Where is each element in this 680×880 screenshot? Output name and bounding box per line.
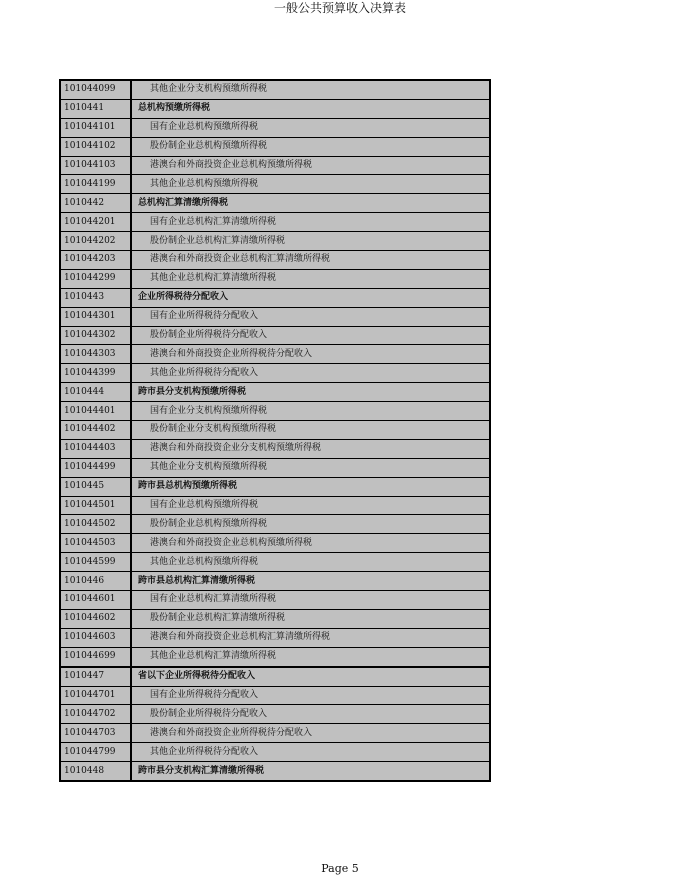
subject-code-cell: 101044299	[60, 269, 131, 288]
subject-code-cell: 101044199	[60, 175, 131, 194]
subject-code-cell: 101044399	[60, 364, 131, 383]
subject-code-cell: 101044601	[60, 591, 131, 610]
page-title: 一般公共预算收入决算表	[273, 1, 406, 15]
subject-code-cell: 101044103	[60, 156, 131, 175]
table-row	[60, 477, 490, 496]
subject-name-cell: 其他企业所得税待分配收入	[131, 364, 490, 383]
table-row	[60, 458, 490, 477]
subject-name-cell: 其他企业所得税待分配收入	[131, 743, 490, 762]
subject-code-cell: 101044701	[60, 686, 131, 705]
subject-code-cell: 101044602	[60, 609, 131, 628]
table-body	[60, 80, 490, 781]
table-row	[60, 705, 490, 724]
subject-code-cell: 101044703	[60, 724, 131, 743]
subject-category-name-cell: 跨市县分支机构汇算清缴所得税	[131, 762, 490, 781]
table-row	[60, 194, 490, 213]
table-row	[60, 326, 490, 345]
budget-revenue-table	[59, 79, 491, 782]
table-row	[60, 609, 490, 628]
table-row	[60, 232, 490, 251]
subject-name-cell: 港澳台和外商投资企业总机构预缴所得税	[131, 156, 490, 175]
subject-code-cell: 101044702	[60, 705, 131, 724]
subject-name-cell: 股份制企业总机构汇算清缴所得税	[131, 232, 490, 251]
subject-name-cell: 股份制企业总机构预缴所得税	[131, 515, 490, 534]
subject-code-cell: 1010441	[60, 99, 131, 118]
subject-code-cell: 101044303	[60, 345, 131, 364]
subject-name-cell: 其他企业分支机构预缴所得税	[131, 80, 490, 99]
subject-code-cell: 1010442	[60, 194, 131, 213]
subject-name-cell: 港澳台和外商投资企业分支机构预缴所得税	[131, 439, 490, 458]
subject-code-cell: 101044503	[60, 534, 131, 553]
table-row	[60, 743, 490, 762]
subject-name-cell: 股份制企业分支机构预缴所得税	[131, 421, 490, 440]
subject-code-cell: 101044202	[60, 232, 131, 251]
table-row	[60, 213, 490, 232]
table-row	[60, 647, 490, 666]
subject-code-cell: 1010447	[60, 667, 131, 686]
subject-code-cell: 1010448	[60, 762, 131, 781]
table-row	[60, 515, 490, 534]
subject-code-cell: 101044301	[60, 307, 131, 326]
subject-code-cell: 1010443	[60, 288, 131, 307]
table-row	[60, 572, 490, 591]
subject-name-cell: 港澳台和外商投资企业总机构预缴所得税	[131, 534, 490, 553]
subject-code-cell: 101044099	[60, 80, 131, 99]
table-row	[60, 439, 490, 458]
table-row	[60, 534, 490, 553]
subject-name-cell: 股份制企业总机构汇算清缴所得税	[131, 609, 490, 628]
table-row	[60, 156, 490, 175]
subject-code-cell: 101044401	[60, 402, 131, 421]
subject-name-cell: 国有企业所得税待分配收入	[131, 307, 490, 326]
subject-code-cell: 101044402	[60, 421, 131, 440]
subject-code-cell: 101044699	[60, 647, 131, 666]
table-row	[60, 288, 490, 307]
subject-name-cell: 港澳台和外商投资企业总机构汇算清缴所得税	[131, 628, 490, 647]
subject-code-cell: 101044203	[60, 251, 131, 270]
subject-code-cell: 101044403	[60, 439, 131, 458]
subject-name-cell: 股份制企业总机构预缴所得税	[131, 137, 490, 156]
subject-category-name-cell: 省以下企业所得税待分配收入	[131, 667, 490, 686]
subject-code-cell: 101044201	[60, 213, 131, 232]
subject-name-cell: 国有企业所得税待分配收入	[131, 686, 490, 705]
table-row	[60, 686, 490, 705]
subject-code-cell: 101044502	[60, 515, 131, 534]
subject-code-cell: 1010444	[60, 383, 131, 402]
table-row	[60, 269, 490, 288]
table-row	[60, 99, 490, 118]
subject-category-name-cell: 总机构预缴所得税	[131, 99, 490, 118]
table-row	[60, 628, 490, 647]
subject-code-cell: 101044501	[60, 496, 131, 515]
subject-name-cell: 港澳台和外商投资企业所得税待分配收入	[131, 724, 490, 743]
subject-category-name-cell: 跨市县分支机构预缴所得税	[131, 383, 490, 402]
subject-category-name-cell: 总机构汇算清缴所得税	[131, 194, 490, 213]
subject-name-cell: 股份制企业所得税待分配收入	[131, 326, 490, 345]
table-row	[60, 402, 490, 421]
table-row	[60, 307, 490, 326]
table-row	[60, 667, 490, 686]
table-row	[60, 175, 490, 194]
table-row	[60, 251, 490, 270]
subject-code-cell: 101044101	[60, 118, 131, 137]
table-row	[60, 118, 490, 137]
table-row	[60, 421, 490, 440]
subject-category-name-cell: 跨市县总机构汇算清缴所得税	[131, 572, 490, 591]
subject-name-cell: 港澳台和外商投资企业所得税待分配收入	[131, 345, 490, 364]
subject-name-cell: 国有企业总机构汇算清缴所得税	[131, 591, 490, 610]
subject-name-cell: 国有企业分支机构预缴所得税	[131, 402, 490, 421]
subject-name-cell: 其他企业总机构预缴所得税	[131, 553, 490, 572]
subject-code-cell: 101044599	[60, 553, 131, 572]
subject-code-cell: 1010445	[60, 477, 131, 496]
subject-name-cell: 其他企业总机构汇算清缴所得税	[131, 269, 490, 288]
page-number: Page 5	[321, 862, 359, 875]
subject-code-cell: 101044799	[60, 743, 131, 762]
table-row	[60, 762, 490, 781]
subject-category-name-cell: 跨市县总机构预缴所得税	[131, 477, 490, 496]
table-row	[60, 496, 490, 515]
table-row	[60, 591, 490, 610]
subject-code-cell: 1010446	[60, 572, 131, 591]
subject-name-cell: 港澳台和外商投资企业总机构汇算清缴所得税	[131, 251, 490, 270]
subject-category-name-cell: 企业所得税待分配收入	[131, 288, 490, 307]
subject-code-cell: 101044302	[60, 326, 131, 345]
subject-name-cell: 国有企业总机构汇算清缴所得税	[131, 213, 490, 232]
subject-code-cell: 101044102	[60, 137, 131, 156]
table-row	[60, 80, 490, 99]
subject-code-cell: 101044603	[60, 628, 131, 647]
table-row	[60, 383, 490, 402]
subject-code-cell: 101044499	[60, 458, 131, 477]
subject-name-cell: 国有企业总机构预缴所得税	[131, 118, 490, 137]
subject-name-cell: 国有企业总机构预缴所得税	[131, 496, 490, 515]
subject-name-cell: 其他企业总机构汇算清缴所得税	[131, 647, 490, 666]
table-row	[60, 345, 490, 364]
subject-name-cell: 股份制企业所得税待分配收入	[131, 705, 490, 724]
table-row	[60, 364, 490, 383]
subject-name-cell: 其他企业分支机构预缴所得税	[131, 458, 490, 477]
subject-name-cell: 其他企业总机构预缴所得税	[131, 175, 490, 194]
table-row	[60, 553, 490, 572]
table-row	[60, 724, 490, 743]
table-row	[60, 137, 490, 156]
